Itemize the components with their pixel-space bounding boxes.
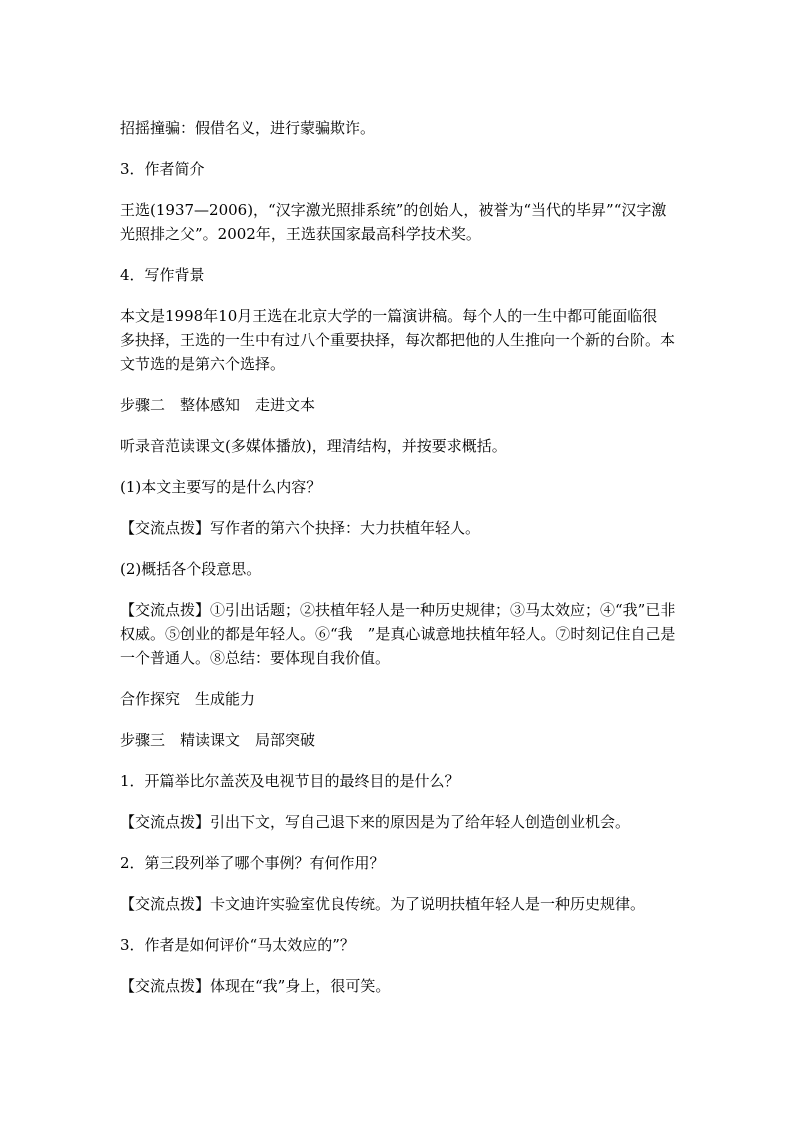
paragraph-listen-instruction: 听录音范读课文(多媒体播放)，理清结构，并按要求概括。 bbox=[120, 437, 507, 455]
answer-main-content: 【交流点拨】写作者的第六个抉择：大力扶植年轻人。 bbox=[120, 519, 481, 537]
heading-author-intro: 3．作者简介 bbox=[120, 160, 205, 178]
answer-2: 【交流点拨】卡文迪许实验室优良传统。为了说明扶植年轻人是一种历史规律。 bbox=[120, 895, 646, 913]
paragraph-term-definition: 招摇撞骗：假借名义，进行蒙骗欺诈。 bbox=[120, 119, 376, 137]
question-1: 1．开篇举比尔盖茨及电视节目的最终目的是什么？ bbox=[120, 772, 460, 790]
document-body bbox=[120, 116, 680, 998]
answer-3: 【交流点拨】体现在“我”身上，很可笑。 bbox=[120, 977, 391, 995]
answer-paragraph-summary: 【交流点拨】①引出话题；②扶植年轻人是一种历史规律；③马太效应；④“我”已非权威。⑤创业的都是年轻人。⑥“我 ”是真心诚意地扶植年轻人。⑦时刻记住自己是一个普通人。⑧总结：要体现自我价值。 bbox=[120, 601, 676, 667]
heading-writing-background: 4．写作背景 bbox=[120, 266, 205, 284]
question-paragraph-summary: (2)概括各个段意思。 bbox=[120, 560, 262, 578]
paragraph-author-intro: 王选(1937—2006)，“汉字激光照排系统”的创始人，被誉为“当代的毕昇”“汉字激光照排之父”。2002年，王选获国家最高科学技术奖。 bbox=[120, 201, 667, 243]
heading-cooperative-inquiry: 合作探究 生成能力 bbox=[120, 690, 256, 708]
answer-1: 【交流点拨】引出下文，写自己退下来的原因是为了给年轻人创造创业机会。 bbox=[120, 813, 631, 831]
paragraph-writing-background: 本文是1998年10月王选在北京大学的一篇演讲稿。每个人的一生中都可能面临很 多抉择，王选的一生中有过八个重要抉择，每次都把他的人生推向一个新的台阶。本文节选的是第六个选择。 bbox=[120, 307, 676, 373]
heading-step-three: 步骤三 精读课文 局部突破 bbox=[120, 731, 316, 749]
question-main-content: (1)本文主要写的是什么内容？ bbox=[120, 478, 322, 496]
heading-step-two: 步骤二 整体感知 走进文本 bbox=[120, 396, 316, 414]
question-3: 3．作者是如何评价“马太效应的”？ bbox=[120, 936, 355, 954]
question-2: 2．第三段列举了哪个事例？有何作用？ bbox=[120, 854, 385, 872]
